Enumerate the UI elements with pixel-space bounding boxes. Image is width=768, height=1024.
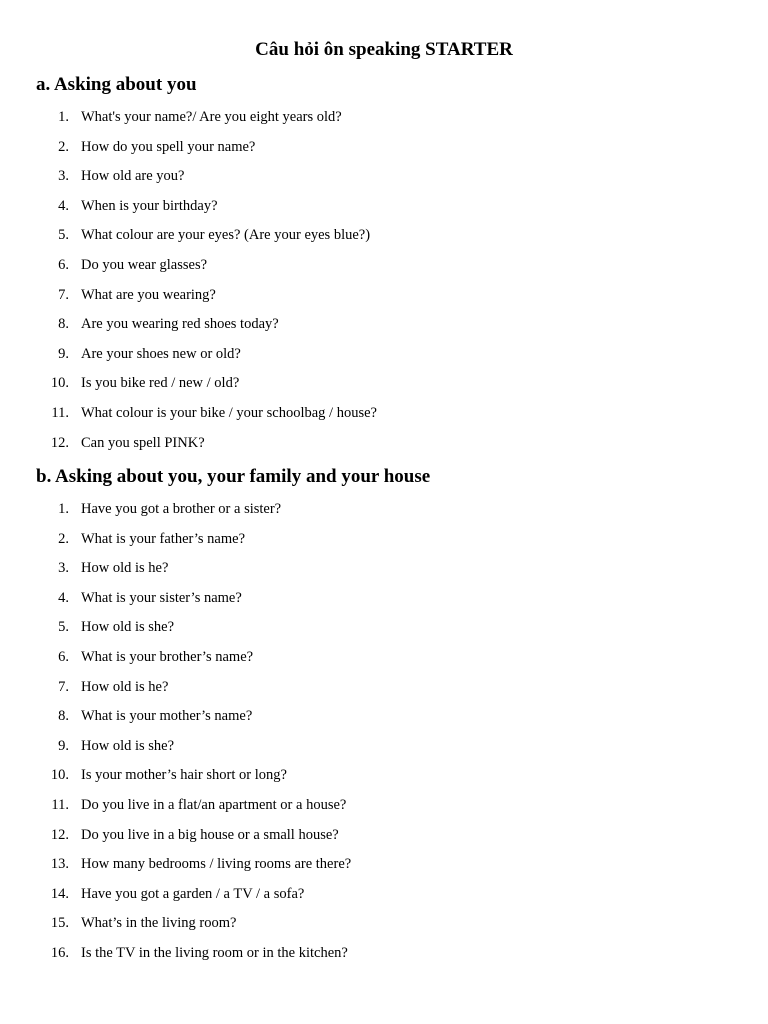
question-text: What's your name?/ Are you eight years old? bbox=[81, 109, 342, 125]
question-number: 7. bbox=[58, 678, 69, 695]
question-text: What is your sister’s name? bbox=[81, 589, 242, 606]
question-text: Can you spell PINK? bbox=[81, 434, 205, 451]
question-number: 12. bbox=[50, 434, 69, 451]
question-number: 10. bbox=[50, 375, 69, 392]
question-number: 2. bbox=[58, 530, 69, 547]
question-number: 5. bbox=[58, 227, 69, 244]
question-number: 6. bbox=[58, 648, 69, 665]
question-number: 4. bbox=[58, 589, 69, 606]
question-text: What colour are your eyes? (Are your eyes blue?) bbox=[81, 227, 371, 244]
question-text: How old are you? bbox=[81, 168, 185, 185]
question-text: What is your brother’s name? bbox=[81, 648, 254, 665]
question-number: 1. bbox=[58, 109, 69, 125]
question-text: Do you wear glasses? bbox=[81, 256, 208, 273]
page-title: Câu hỏi ôn speaking STARTER bbox=[255, 39, 513, 60]
question-number: 16. bbox=[50, 944, 69, 961]
question-text: How many bedrooms / living rooms are there? bbox=[81, 856, 352, 873]
question-number: 8. bbox=[58, 316, 69, 333]
question-number: 14. bbox=[50, 885, 69, 902]
question-text: Have you got a garden / a TV / a sofa? bbox=[81, 885, 305, 902]
question-text: What are you wearing? bbox=[81, 286, 216, 303]
question-text: Is you bike red / new / old? bbox=[81, 375, 240, 392]
question-number: 6. bbox=[58, 256, 69, 273]
question-number: 2. bbox=[58, 138, 69, 155]
question-text: Are your shoes new or old? bbox=[81, 345, 241, 362]
question-text: Is the TV in the living room or in the kitchen? bbox=[81, 944, 348, 961]
question-text: How do you spell your name? bbox=[81, 138, 256, 155]
question-number: 5. bbox=[58, 619, 69, 636]
question-number: 13. bbox=[50, 856, 69, 873]
question-number: 11. bbox=[51, 404, 69, 421]
question-number: 9. bbox=[58, 345, 69, 362]
question-number: 11. bbox=[51, 796, 69, 813]
question-text: When is your birthday? bbox=[81, 197, 218, 214]
question-text: How old is she? bbox=[81, 619, 175, 636]
section-heading-b: b. Asking about you, your family and your house bbox=[36, 466, 431, 487]
question-text: Is your mother’s hair short or long? bbox=[81, 767, 287, 784]
question-text: How old is he? bbox=[81, 678, 169, 695]
question-number: 10. bbox=[50, 767, 69, 784]
question-number: 9. bbox=[58, 737, 69, 754]
question-number: 12. bbox=[50, 826, 69, 843]
question-text: Are you wearing red shoes today? bbox=[81, 316, 279, 333]
question-number: 15. bbox=[50, 915, 69, 932]
question-text: What is your father’s name? bbox=[81, 530, 246, 547]
question-text: Have you got a brother or a sister? bbox=[81, 501, 282, 517]
question-text: What is your mother’s name? bbox=[81, 708, 253, 725]
question-number: 3. bbox=[58, 560, 69, 577]
question-number: 8. bbox=[58, 708, 69, 725]
question-text: Do you live in a big house or a small house? bbox=[81, 826, 339, 843]
question-number: 7. bbox=[58, 286, 69, 303]
question-number: 4. bbox=[58, 197, 69, 214]
section-heading-a: a. Asking about you bbox=[36, 74, 197, 95]
question-text: How old is he? bbox=[81, 560, 169, 577]
question-text: How old is she? bbox=[81, 737, 175, 754]
question-text: What colour is your bike / your schoolbag / house? bbox=[81, 404, 377, 421]
question-text: Do you live in a flat/an apartment or a house? bbox=[81, 796, 347, 813]
question-number: 1. bbox=[58, 501, 69, 517]
question-number: 3. bbox=[58, 168, 69, 185]
question-text: What’s in the living room? bbox=[81, 915, 237, 932]
